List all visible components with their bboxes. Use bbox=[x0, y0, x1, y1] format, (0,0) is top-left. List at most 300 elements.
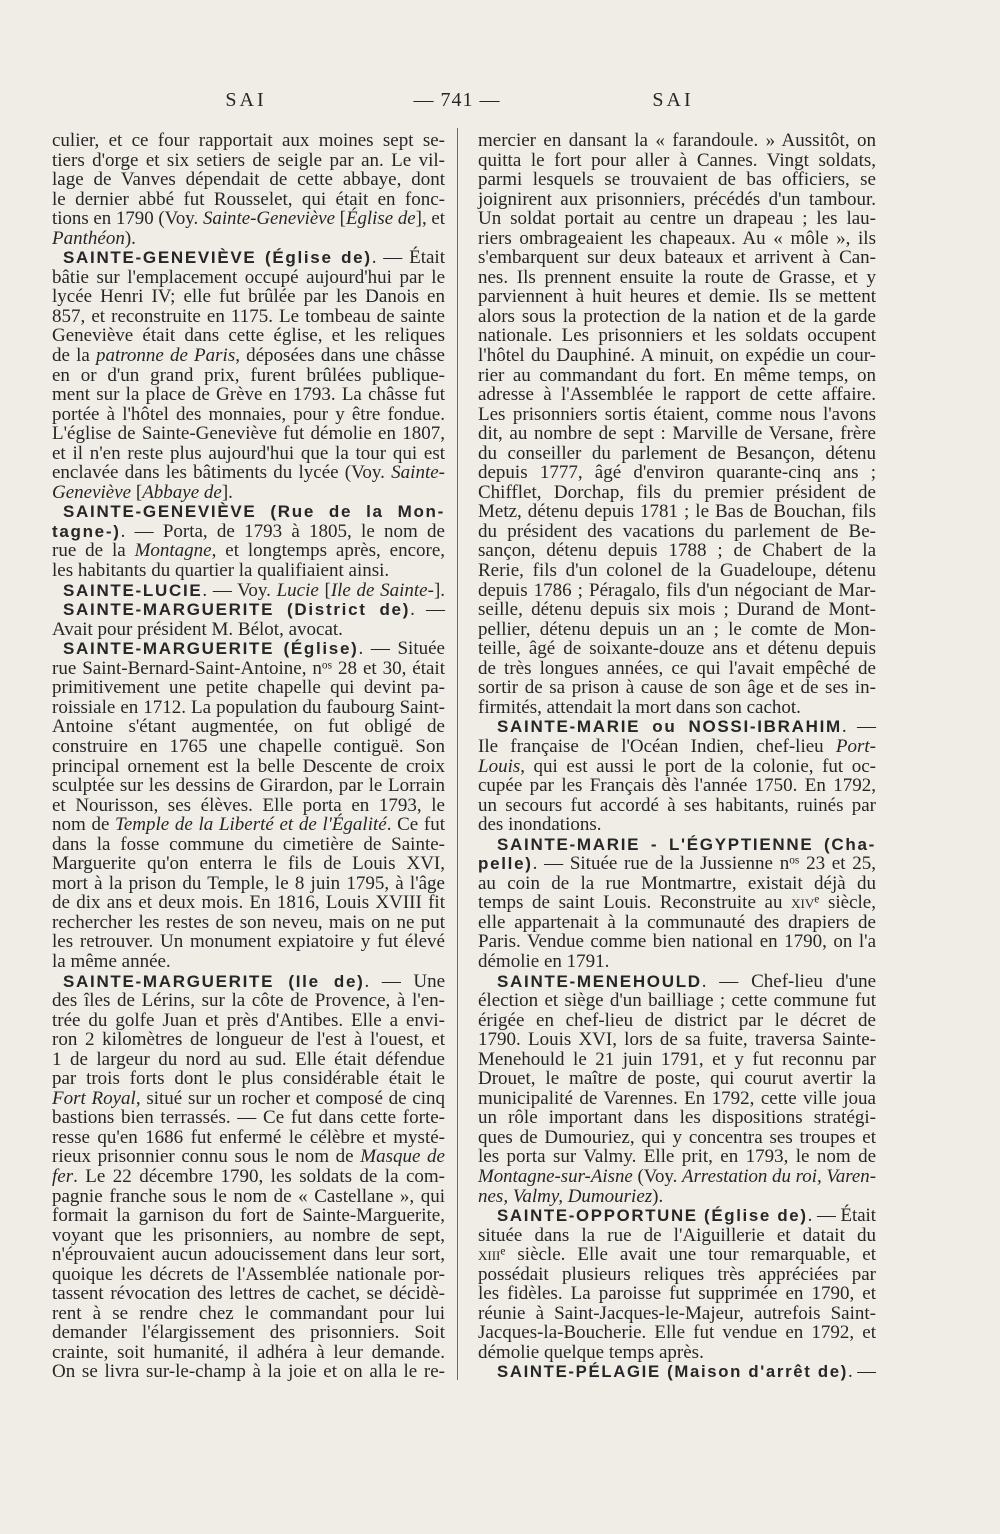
line-text bbox=[478, 893, 876, 913]
line-text bbox=[52, 366, 445, 386]
text-run: . — bbox=[410, 599, 446, 621]
text-line bbox=[52, 385, 445, 405]
text-line bbox=[52, 444, 445, 464]
text-run: n'éprouvaient aucun adoucissement dans leur sort, bbox=[52, 1244, 445, 1266]
text-run: . — Située bbox=[358, 638, 445, 660]
text-run: crainte, soit humanité, il adhéra à leur demande. bbox=[52, 1341, 445, 1363]
text-run: mercier en dansant la « farandoule. » Aussitôt, on bbox=[478, 130, 876, 151]
italic-text: Église de bbox=[345, 208, 416, 230]
text-line bbox=[478, 1011, 876, 1031]
line-text bbox=[52, 1147, 445, 1167]
text-run: ment sur la place de Grève en 1793. La châsse fut bbox=[52, 384, 445, 406]
text-run: principal ornement est la belle Descente de croix bbox=[52, 755, 445, 777]
text-line bbox=[52, 893, 445, 913]
line-text bbox=[52, 444, 445, 464]
headword: tagne-) bbox=[52, 521, 121, 541]
line-text bbox=[52, 717, 445, 737]
text-run: quitta le fort pour aller à Cannes. Vingt soldats, bbox=[478, 149, 876, 171]
text-run: démolie en 1791. bbox=[478, 950, 610, 972]
text-run: [ bbox=[334, 208, 346, 230]
text-line bbox=[478, 444, 876, 464]
line-text bbox=[478, 483, 876, 503]
line-text bbox=[478, 1167, 876, 1187]
line-text bbox=[52, 522, 445, 542]
text-run: du conseiller du parlement de Besançon, détenu bbox=[478, 442, 876, 464]
text-run: ). bbox=[124, 227, 136, 249]
line-text bbox=[478, 1011, 876, 1031]
line-text bbox=[478, 463, 876, 483]
text-line bbox=[478, 737, 876, 757]
text-run: un secours fut accordé à ses habitants, ruinés par bbox=[478, 794, 876, 816]
line-text bbox=[478, 366, 876, 386]
line-text bbox=[478, 1245, 876, 1265]
text-run: enclavée dans les bâtiments du lycée (Voy. bbox=[52, 462, 392, 484]
line-text bbox=[478, 561, 876, 581]
text-line bbox=[478, 913, 876, 933]
text-run: resse qu'en 1686 fut enfermé le célèbre et mysté- bbox=[52, 1126, 445, 1148]
line-text bbox=[478, 444, 876, 464]
text-run: parviennent à huit heures et demie. Ils se mettent bbox=[478, 286, 876, 308]
text-run: rue de la bbox=[52, 540, 135, 562]
text-line bbox=[52, 952, 445, 972]
line-text bbox=[478, 151, 876, 171]
text-run: des inondations. bbox=[478, 814, 602, 836]
line-text bbox=[52, 385, 445, 405]
text-line bbox=[52, 717, 445, 737]
line-text bbox=[52, 620, 343, 640]
italic-text: Ile de Sainte- bbox=[330, 579, 434, 601]
headword: SAINTE-GENEVIÈVE (Rue de la Mon- bbox=[63, 502, 445, 522]
text-run: elle appartenait à la communauté des drapiers de bbox=[478, 911, 876, 933]
text-line bbox=[52, 1323, 445, 1343]
line-text bbox=[478, 307, 876, 327]
line-text bbox=[478, 581, 876, 601]
text-line bbox=[52, 737, 445, 757]
text-line bbox=[52, 1284, 445, 1304]
text-run: . — Porta, de 1793 à 1805, le nom de bbox=[120, 520, 445, 542]
entry-first-line bbox=[52, 502, 445, 522]
text-run: Geneviève était dans cette église, et les reliques bbox=[52, 325, 445, 347]
line-text bbox=[478, 1323, 876, 1343]
headword: SAINTE-MARGUERITE (Ile de) bbox=[63, 971, 365, 991]
line-text bbox=[52, 1304, 445, 1324]
entry-first-line bbox=[52, 248, 445, 268]
text-line bbox=[52, 483, 445, 503]
text-line bbox=[52, 522, 445, 542]
text-run: mort à la prison du Temple, le 8 juin 1795, à l'âge bbox=[52, 872, 445, 894]
text-line bbox=[478, 151, 876, 171]
text-run: parmi lesquels se trouvaient de bas officiers, se bbox=[478, 169, 876, 191]
text-run: . — Était bbox=[371, 247, 445, 269]
text-run: démolie quelque temps après. bbox=[478, 1341, 704, 1363]
right-column bbox=[478, 131, 876, 1382]
text-run: l'hôtel du Dauphiné. A minuit, on expédie un cour- bbox=[478, 345, 876, 367]
text-line bbox=[478, 131, 876, 151]
text-run: Marguerite qu'on enterra le fils de Louis XVI, bbox=[52, 853, 445, 875]
text-run: seille, détenu depuis six mois ; Durand de Mont- bbox=[478, 599, 876, 621]
text-run: les porta sur Valmy. Elle prit, en 1793, le nom de bbox=[478, 1146, 876, 1168]
text-run: dans la fosse commune du cimetière de Sainte- bbox=[52, 833, 445, 855]
text-line bbox=[478, 1089, 876, 1109]
text-run: bastions bien terrassés. — Ce fut dans cette forte- bbox=[52, 1107, 445, 1129]
text-line bbox=[52, 1187, 445, 1207]
line-text bbox=[52, 757, 445, 777]
text-run: Ile française de l'Océan Indien, chef-lieu bbox=[478, 735, 836, 757]
text-run: . Ce fut bbox=[386, 814, 445, 836]
text-line bbox=[478, 463, 876, 483]
text-run: , qui est aussi le port de la colonie, fut oc- bbox=[520, 755, 876, 777]
text-line bbox=[478, 1284, 876, 1304]
text-line bbox=[478, 405, 876, 425]
line-text bbox=[497, 1362, 876, 1382]
text-line bbox=[478, 229, 876, 249]
line-text bbox=[478, 248, 876, 268]
line-text bbox=[478, 287, 876, 307]
line-text bbox=[52, 268, 445, 288]
text-run: nationale. Les prisonniers et les soldats occupent bbox=[478, 325, 876, 347]
text-run: en or d'un grand prix, furent brûlées publique- bbox=[52, 364, 445, 386]
line-text bbox=[52, 1265, 445, 1285]
line-text bbox=[63, 972, 445, 992]
text-run: ). bbox=[652, 1185, 664, 1207]
small-caps-text: xiii bbox=[478, 1244, 501, 1266]
line-text bbox=[478, 913, 876, 933]
line-text bbox=[52, 1050, 445, 1070]
text-run: 23 et 25, bbox=[799, 853, 876, 875]
line-text bbox=[478, 737, 876, 757]
text-line bbox=[478, 1128, 876, 1148]
text-line bbox=[52, 1226, 445, 1246]
text-line bbox=[52, 1362, 445, 1382]
line-text bbox=[52, 796, 445, 816]
text-line bbox=[52, 1089, 445, 1109]
line-text bbox=[478, 698, 801, 718]
line-text bbox=[478, 678, 876, 698]
text-run: et Nourisson, ses élèves. Elle porta en 1793, le bbox=[52, 794, 445, 816]
line-text bbox=[52, 678, 445, 698]
text-run: . — bbox=[847, 1361, 876, 1383]
text-run: s'embarquent sur deux bateaux et arrivent à Can- bbox=[478, 247, 876, 269]
superscript: e bbox=[814, 893, 820, 906]
text-run: sortir de sa prison à cause de son âge et de ses in- bbox=[478, 677, 876, 699]
text-line bbox=[52, 932, 445, 952]
line-text bbox=[478, 1069, 876, 1089]
text-run: demander l'élargissement des prisonniers. Soit bbox=[52, 1322, 445, 1344]
line-text bbox=[52, 151, 445, 171]
text-run: ], et bbox=[415, 208, 445, 230]
italic-text: Sainte-Geneviève bbox=[202, 208, 335, 230]
text-run: Jacques-la-Boucherie. Elle fut vendue en 1792, et bbox=[478, 1322, 876, 1344]
text-line bbox=[478, 1226, 876, 1246]
line-text bbox=[478, 1147, 876, 1167]
line-text bbox=[52, 698, 445, 718]
text-line bbox=[478, 1069, 876, 1089]
text-run: . — Était bbox=[807, 1205, 876, 1227]
text-run: siècle. Elle avait une tour remarquable, et bbox=[505, 1244, 876, 1266]
line-text bbox=[52, 932, 445, 952]
text-line bbox=[478, 561, 876, 581]
text-run: depuis 1786 ; Péragalo, fils d'un négociant de Mar- bbox=[478, 579, 876, 601]
text-line bbox=[52, 1245, 445, 1265]
text-line bbox=[478, 581, 876, 601]
text-run: [ bbox=[318, 579, 331, 601]
left-column bbox=[52, 131, 445, 1382]
text-line bbox=[478, 346, 876, 366]
line-text bbox=[478, 659, 876, 679]
line-text bbox=[478, 874, 876, 894]
text-run: primitivement une petite chapelle qui devint pa- bbox=[52, 677, 445, 699]
text-run: Menehould le 21 juin 1791, et y fut reconnu par bbox=[478, 1048, 876, 1070]
text-line bbox=[52, 1128, 445, 1148]
running-head-right: SAI bbox=[652, 89, 694, 111]
text-run: construire en 1765 une chapelle contiguë. Son bbox=[52, 735, 445, 757]
text-line bbox=[52, 1108, 445, 1128]
entry-first-line bbox=[52, 972, 445, 992]
text-line bbox=[478, 639, 876, 659]
text-line bbox=[478, 424, 876, 444]
text-run: On se livra sur-le-champ à la joie et on alla le re- bbox=[52, 1361, 445, 1383]
line-text bbox=[52, 659, 445, 679]
superscript: os bbox=[321, 659, 333, 672]
text-run: depuis 1777, âgé d'environ quarante-cinq ans ; bbox=[478, 462, 876, 484]
line-text bbox=[52, 1128, 445, 1148]
line-text bbox=[478, 952, 609, 972]
text-run: tions en 1790 (Voy. bbox=[52, 208, 203, 230]
text-line bbox=[52, 796, 445, 816]
text-line bbox=[52, 874, 445, 894]
line-text bbox=[478, 854, 876, 874]
text-run: (Voy. bbox=[632, 1165, 683, 1187]
headword: SAINTE-MARIE - L'ÉGYPTIENNE (Cha- bbox=[497, 834, 876, 854]
text-run: possédait plusieurs reliques très appréciées par bbox=[478, 1263, 876, 1285]
line-text bbox=[478, 1089, 876, 1109]
text-run: rechercher les restes de son neveu, mais on ne put bbox=[52, 911, 445, 933]
entry-first-line bbox=[478, 717, 876, 737]
text-run: ques de Dumouriez, qui y concentra ses troupes et bbox=[478, 1126, 876, 1148]
entry-first-line bbox=[52, 600, 445, 620]
line-text bbox=[52, 463, 445, 483]
text-run: 28 et 30, était bbox=[332, 657, 445, 679]
line-text bbox=[478, 1187, 663, 1207]
text-run: bâtie sur l'emplacement occupé aujourd'hui par le bbox=[52, 266, 445, 288]
italic-text: nes, Valmy, Dumouriez bbox=[478, 1185, 653, 1207]
text-run: 1790. Louis XVI, lors de sa fuite, traversa Sainte- bbox=[478, 1029, 876, 1051]
line-text bbox=[52, 561, 389, 581]
text-run: Avait pour président M. Bélot, avocat. bbox=[52, 618, 343, 640]
text-run: voyant que les prisonniers, au nombre de sept, bbox=[52, 1224, 445, 1246]
entry-first-line bbox=[52, 639, 445, 659]
line-text bbox=[52, 1362, 445, 1382]
line-text bbox=[52, 913, 445, 933]
text-line bbox=[478, 1108, 876, 1128]
headword: SAINTE-PÉLAGIE (Maison d'arrêt de) bbox=[497, 1362, 848, 1382]
text-run: rieux prisonnier connu sous le nom de bbox=[52, 1146, 361, 1168]
text-run: au coin de la rue Montmartre, existait déjà du bbox=[478, 872, 876, 894]
text-run: rue Saint-Bernard-Saint-Antoine, n bbox=[52, 657, 322, 679]
text-line bbox=[478, 170, 876, 190]
line-text bbox=[52, 874, 445, 894]
line-text bbox=[478, 170, 876, 190]
italic-text: Port- bbox=[835, 735, 876, 757]
text-run: de très longues années, ce qui l'avait empêché de bbox=[478, 657, 876, 679]
text-line bbox=[478, 932, 876, 952]
text-line bbox=[478, 1323, 876, 1343]
line-text bbox=[478, 1030, 876, 1050]
text-line bbox=[52, 620, 445, 640]
text-line bbox=[478, 620, 876, 640]
text-line bbox=[52, 698, 445, 718]
text-run: ]. bbox=[433, 579, 446, 601]
line-text bbox=[52, 1323, 445, 1343]
italic-text: fer bbox=[52, 1165, 74, 1187]
text-line bbox=[52, 659, 445, 679]
line-text bbox=[52, 190, 445, 210]
text-line bbox=[478, 796, 876, 816]
italic-text: Montagne bbox=[134, 540, 212, 562]
entry-first-line bbox=[52, 581, 445, 601]
italic-text: Arrestation du roi, Varen- bbox=[682, 1165, 876, 1187]
line-text bbox=[52, 1011, 445, 1031]
line-text bbox=[497, 972, 876, 992]
line-text bbox=[478, 385, 876, 405]
text-line bbox=[52, 366, 445, 386]
text-run: , déposées dans une châsse bbox=[235, 345, 445, 367]
text-run: ]. bbox=[221, 481, 233, 503]
text-run: rent à se rendre chez le commandant pour lui bbox=[52, 1302, 445, 1324]
line-text bbox=[52, 1206, 445, 1226]
line-text bbox=[52, 1030, 445, 1050]
line-text bbox=[63, 502, 445, 522]
text-line bbox=[478, 326, 876, 346]
line-text bbox=[478, 424, 876, 444]
italic-text: Sainte- bbox=[391, 462, 445, 484]
italic-text: Lucie bbox=[276, 579, 319, 601]
line-text bbox=[497, 835, 876, 855]
italic-text: Masque de bbox=[360, 1146, 445, 1168]
line-text bbox=[478, 1108, 876, 1128]
line-text bbox=[52, 424, 445, 444]
line-text bbox=[478, 815, 602, 835]
text-run: . — Une bbox=[364, 970, 445, 992]
line-text bbox=[478, 1265, 876, 1285]
text-line bbox=[52, 151, 445, 171]
line-text bbox=[478, 502, 876, 522]
line-text bbox=[52, 170, 445, 190]
column-divider bbox=[457, 128, 458, 1380]
text-run: riers ombrageaient les chapeaux. Au « môle », ils bbox=[478, 227, 876, 249]
italic-text: Abbaye de bbox=[142, 481, 222, 503]
text-run: élection et siège d'un bailliage ; cette commune fut bbox=[478, 990, 876, 1012]
line-text bbox=[478, 932, 876, 952]
line-text bbox=[52, 835, 445, 855]
text-line bbox=[478, 1304, 876, 1324]
line-text bbox=[478, 991, 876, 1011]
line-text bbox=[63, 639, 445, 659]
line-text bbox=[52, 815, 445, 835]
text-line bbox=[52, 170, 445, 190]
text-run: un rôle important dans les dispositions stratégi- bbox=[478, 1107, 876, 1129]
text-run: joignirent aux prisonniers, précédés d'un tambour. bbox=[478, 188, 876, 210]
text-line bbox=[478, 776, 876, 796]
headword: SAINTE-LUCIE bbox=[63, 580, 203, 600]
headword: SAINTE-GENEVIÈVE (Église de) bbox=[63, 248, 372, 268]
text-run: temps de saint Louis. Reconstruite au bbox=[478, 892, 792, 914]
text-line bbox=[52, 854, 445, 874]
headword: SAINTE-MARIE ou NOSSI-IBRAHIM bbox=[497, 717, 842, 737]
text-line bbox=[52, 307, 445, 327]
text-line bbox=[52, 326, 445, 346]
text-run: formait la garnison du fort de Sainte-Marguerite, bbox=[52, 1205, 445, 1227]
line-text bbox=[52, 326, 445, 346]
entry-first-line bbox=[478, 972, 876, 992]
line-text bbox=[478, 796, 876, 816]
line-text bbox=[478, 131, 876, 151]
text-line bbox=[52, 1050, 445, 1070]
text-line bbox=[52, 1030, 445, 1050]
text-line bbox=[478, 522, 876, 542]
italic-text: Geneviève bbox=[52, 481, 132, 503]
text-line bbox=[52, 209, 445, 229]
line-text bbox=[52, 307, 445, 327]
text-run: culier, et ce four rapportait aux moines sept se- bbox=[52, 130, 445, 151]
line-text bbox=[478, 541, 876, 561]
text-line bbox=[478, 541, 876, 561]
text-run: Metz, détenu depuis 1781 ; le Bas de Bouchan, fils bbox=[478, 501, 876, 523]
text-run: , situé sur un rocher et composé de cinq bbox=[135, 1087, 445, 1109]
text-run: municipalité de Varennes. En 1792, cette ville joua bbox=[478, 1087, 876, 1109]
text-line bbox=[478, 1265, 876, 1285]
line-text bbox=[52, 737, 445, 757]
text-run: Un soldat portait au centre un drapeau ; les lau- bbox=[478, 208, 876, 230]
text-run: des îles de Lérins, sur la côte de Provence, à l'en- bbox=[52, 990, 445, 1012]
text-line bbox=[52, 287, 445, 307]
text-line bbox=[478, 190, 876, 210]
text-line bbox=[52, 229, 445, 249]
text-run: dit, au nombre de sept : Marville de Versane, frère bbox=[478, 423, 876, 445]
text-line bbox=[52, 1011, 445, 1031]
text-line bbox=[478, 659, 876, 679]
text-run: pellier, détenu depuis un an ; le comte de Mon- bbox=[478, 618, 876, 640]
text-run: . — bbox=[841, 716, 876, 738]
line-text bbox=[52, 893, 445, 913]
text-line bbox=[478, 502, 876, 522]
italic-text: Panthéon bbox=[52, 227, 125, 249]
line-text bbox=[63, 581, 445, 601]
entry-first-line bbox=[478, 1206, 876, 1226]
text-run: de la bbox=[52, 345, 96, 367]
text-line bbox=[478, 287, 876, 307]
running-head-left: SAI bbox=[225, 89, 267, 111]
text-line bbox=[52, 757, 445, 777]
text-run: nes. Ils prennent ensuite la route de Grasse, et y bbox=[478, 266, 876, 288]
line-text bbox=[52, 1069, 445, 1089]
line-text bbox=[478, 1226, 876, 1246]
line-text bbox=[478, 209, 876, 229]
line-text bbox=[478, 405, 876, 425]
headword: pelle) bbox=[478, 854, 533, 874]
line-text bbox=[497, 717, 876, 737]
text-line bbox=[52, 561, 445, 581]
text-run: les fidèles. La paroisse fut supprimée en 1790, et bbox=[478, 1283, 876, 1305]
text-line bbox=[52, 1167, 445, 1187]
text-run: quoique les décrets de l'Assemblée nationale por- bbox=[52, 1263, 445, 1285]
text-line bbox=[478, 268, 876, 288]
text-run: et il n'en reste plus aujourd'hui que la tour qui est bbox=[52, 442, 445, 464]
line-text bbox=[52, 1108, 445, 1128]
text-line bbox=[52, 1206, 445, 1226]
text-line bbox=[52, 913, 445, 933]
headword: SAINTE-OPPORTUNE (Église de) bbox=[497, 1206, 808, 1226]
